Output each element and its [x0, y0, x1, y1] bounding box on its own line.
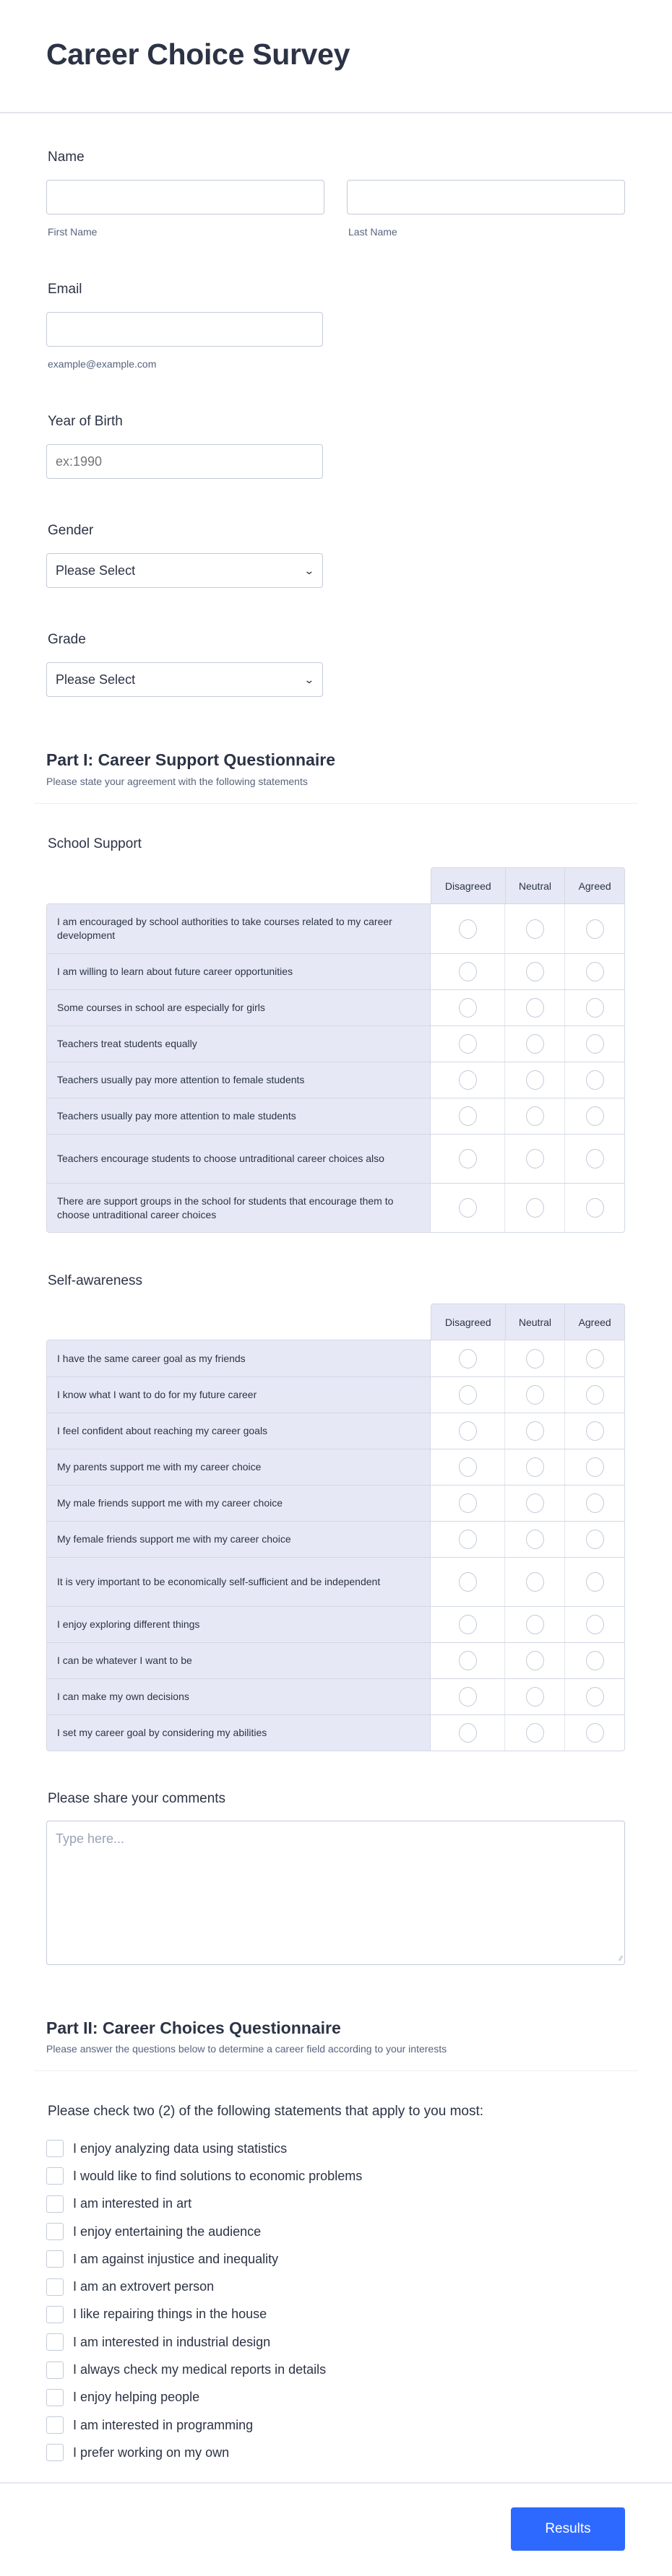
- matrix-row: [47, 1025, 624, 1062]
- matrix-cell: [564, 1522, 624, 1557]
- matrix-body: [46, 903, 625, 1233]
- radio-disagreed[interactable]: [459, 998, 477, 1018]
- radio-neutral[interactable]: [526, 1070, 544, 1090]
- checkbox-option[interactable]: [46, 2328, 362, 2356]
- matrix-cell: [504, 1413, 564, 1449]
- radio-neutral[interactable]: [526, 1385, 544, 1405]
- radio-disagreed[interactable]: [459, 1070, 477, 1090]
- matrix-cell: [504, 990, 564, 1025]
- matrix-row-label: Some courses in school are especially for girls: [47, 990, 431, 1025]
- gender-label: Gender: [48, 523, 94, 538]
- radio-neutral[interactable]: [526, 1149, 544, 1168]
- matrix-cell: [431, 1522, 504, 1557]
- matrix-row: [47, 1340, 624, 1376]
- part1-subtitle: Please state your agreement with the following statements: [46, 776, 308, 787]
- matrix-row: [47, 1642, 624, 1678]
- radio-disagreed[interactable]: [459, 1349, 477, 1369]
- radio-disagreed[interactable]: [459, 1198, 477, 1218]
- matrix-cell: [564, 904, 624, 953]
- radio-neutral[interactable]: [526, 1572, 544, 1592]
- comments-textarea[interactable]: [46, 1821, 625, 1965]
- radio-neutral[interactable]: [526, 1687, 544, 1707]
- matrix-row-label: Teachers usually pay more attention to male students: [47, 1098, 431, 1134]
- matrix-row: [47, 1485, 624, 1521]
- header-divider: [0, 112, 672, 113]
- radio-agreed[interactable]: [586, 998, 604, 1018]
- matrix-row: [47, 1062, 624, 1098]
- grade-selected-value: Please Select: [56, 672, 136, 687]
- grade-label: Grade: [48, 632, 86, 647]
- matrix-row-label: Teachers encourage students to choose untraditional career choices also: [47, 1135, 431, 1183]
- matrix-cell: [564, 1377, 624, 1413]
- checkbox-option[interactable]: [46, 2411, 362, 2439]
- matrix-row-label: I can be whatever I want to be: [47, 1643, 431, 1678]
- matrix-cell: [431, 1184, 504, 1232]
- checkbox-option[interactable]: [46, 2384, 362, 2411]
- part2-divider: [34, 2070, 638, 2071]
- radio-disagreed[interactable]: [459, 962, 477, 981]
- radio-agreed[interactable]: [586, 1385, 604, 1405]
- checklist-label: Please check two (2) of the following statements that apply to you most:: [48, 2104, 484, 2119]
- part1-title: Part I: Career Support Questionnaire: [46, 750, 336, 769]
- matrix-cell: [431, 1679, 504, 1714]
- radio-neutral[interactable]: [526, 1493, 544, 1513]
- radio-neutral[interactable]: [526, 962, 544, 981]
- email-input[interactable]: [46, 312, 323, 347]
- matrix-row-label: My parents support me with my career choice: [47, 1449, 431, 1485]
- checkbox[interactable]: [46, 2167, 64, 2185]
- matrix-row: [47, 989, 624, 1025]
- matrix-cell: [504, 1643, 564, 1678]
- radio-agreed[interactable]: [586, 962, 604, 981]
- matrix-cell: [564, 1098, 624, 1134]
- radio-disagreed[interactable]: [459, 1421, 477, 1441]
- radio-disagreed[interactable]: [459, 1723, 477, 1743]
- checkbox-label: I like repairing things in the house: [73, 2307, 267, 2322]
- checkbox-option[interactable]: [46, 2301, 362, 2328]
- radio-neutral[interactable]: [526, 1421, 544, 1441]
- checkbox-label: I always check my medical reports in details: [73, 2362, 327, 2377]
- matrix-cell: [504, 1184, 564, 1232]
- checkbox[interactable]: [46, 2333, 64, 2351]
- matrix-cell: [431, 1486, 504, 1521]
- column-header-agreed: Agreed: [564, 868, 624, 903]
- matrix-cell: [431, 904, 504, 953]
- column-header-neutral: Neutral: [505, 1304, 565, 1340]
- matrix-row: [47, 1413, 624, 1449]
- checkbox-label: I am against injustice and inequality: [73, 2251, 279, 2266]
- last-name-input[interactable]: [347, 180, 625, 214]
- matrix-row: [47, 1606, 624, 1642]
- radio-neutral[interactable]: [526, 1651, 544, 1670]
- radio-disagreed[interactable]: [459, 919, 477, 939]
- checkbox[interactable]: [46, 2250, 64, 2268]
- school-support-title: School Support: [48, 836, 142, 851]
- radio-agreed[interactable]: [586, 1493, 604, 1513]
- radio-agreed[interactable]: [586, 1421, 604, 1441]
- matrix-cell: [431, 1643, 504, 1678]
- matrix-row: [47, 1714, 624, 1751]
- comments-label: Please share your comments: [48, 1791, 226, 1806]
- radio-agreed[interactable]: [586, 1349, 604, 1369]
- radio-agreed[interactable]: [586, 1198, 604, 1218]
- matrix-cell: [504, 1522, 564, 1557]
- matrix-row-label: I am encouraged by school authorities to take courses related to my career development: [47, 904, 431, 953]
- radio-agreed[interactable]: [586, 919, 604, 939]
- matrix-cell: [431, 1377, 504, 1413]
- radio-disagreed[interactable]: [459, 1530, 477, 1549]
- radio-agreed[interactable]: [586, 1106, 604, 1126]
- radio-agreed[interactable]: [586, 1070, 604, 1090]
- checkbox-label: I would like to find solutions to economic problems: [73, 2168, 363, 2183]
- matrix-cell: [431, 1413, 504, 1449]
- radio-disagreed[interactable]: [459, 1651, 477, 1670]
- chevron-down-icon: ⌄: [303, 673, 315, 685]
- part1-divider: [34, 803, 638, 804]
- matrix-cell: [504, 1377, 564, 1413]
- matrix-cell: [564, 1184, 624, 1232]
- first-name-sublabel: First Name: [48, 226, 98, 238]
- matrix-row: [47, 1376, 624, 1413]
- checkbox[interactable]: [46, 2444, 64, 2461]
- checkbox[interactable]: [46, 2306, 64, 2323]
- matrix-cell: [504, 1026, 564, 1062]
- email-sublabel: example@example.com: [48, 358, 157, 370]
- gender-selected-value: Please Select: [56, 563, 136, 578]
- matrix-cell: [504, 1486, 564, 1521]
- matrix-row-label: I can make my own decisions: [47, 1679, 431, 1714]
- matrix-cell: [504, 1062, 564, 1098]
- matrix-cell: [564, 1607, 624, 1642]
- radio-agreed[interactable]: [586, 1457, 604, 1477]
- column-header-disagreed: Disagreed: [444, 1316, 491, 1328]
- matrix-row-label: Teachers treat students equally: [47, 1026, 431, 1062]
- checkbox-option[interactable]: [46, 2162, 362, 2190]
- matrix-cell: [431, 1340, 504, 1376]
- radio-neutral[interactable]: [526, 1530, 544, 1549]
- radio-agreed[interactable]: [586, 1723, 604, 1743]
- last-name-sublabel: Last Name: [348, 226, 397, 238]
- matrix-row-label: There are support groups in the school for students that encourage them to choose untraditional career choices: [47, 1184, 431, 1232]
- checkbox-option[interactable]: [46, 2135, 362, 2162]
- self-awareness-matrix: [46, 1304, 625, 1751]
- gender-select[interactable]: [46, 553, 323, 588]
- matrix-cell: [564, 954, 624, 989]
- radio-disagreed[interactable]: [459, 1615, 477, 1634]
- chevron-down-icon: ⌄: [303, 564, 315, 576]
- matrix-row-label: I enjoy exploring different things: [47, 1607, 431, 1642]
- checkbox-label: I prefer working on my own: [73, 2445, 230, 2460]
- radio-disagreed[interactable]: [459, 1034, 477, 1054]
- radio-neutral[interactable]: [526, 1198, 544, 1218]
- matrix-row: [47, 1183, 624, 1232]
- matrix-header: [431, 1304, 625, 1340]
- matrix-cell: [564, 1062, 624, 1098]
- radio-neutral[interactable]: [526, 919, 544, 939]
- checkbox-label: I am interested in industrial design: [73, 2334, 271, 2349]
- checkbox-option[interactable]: [46, 2356, 362, 2383]
- radio-neutral[interactable]: [526, 1034, 544, 1054]
- matrix-row: [47, 1557, 624, 1606]
- radio-disagreed[interactable]: [459, 1106, 477, 1126]
- checkbox[interactable]: [46, 2140, 64, 2157]
- radio-disagreed[interactable]: [459, 1457, 477, 1477]
- matrix-row: [47, 1134, 624, 1183]
- matrix-row-label: I know what I want to do for my future career: [47, 1377, 431, 1413]
- radio-agreed[interactable]: [586, 1530, 604, 1549]
- footer-divider: [0, 2482, 672, 2484]
- radio-disagreed[interactable]: [459, 1149, 477, 1168]
- matrix-cell: [504, 1607, 564, 1642]
- matrix-cell: [564, 1679, 624, 1714]
- radio-disagreed[interactable]: [459, 1572, 477, 1592]
- matrix-cell: [564, 1449, 624, 1485]
- matrix-row: [47, 1521, 624, 1557]
- radio-neutral[interactable]: [526, 1723, 544, 1743]
- matrix-cell: [564, 1643, 624, 1678]
- matrix-row-label: Teachers usually pay more attention to female students: [47, 1062, 431, 1098]
- matrix-cell: [431, 1098, 504, 1134]
- radio-neutral[interactable]: [526, 1106, 544, 1126]
- radio-agreed[interactable]: [586, 1572, 604, 1592]
- checklist-options: [46, 2135, 362, 2467]
- matrix-cell: [564, 1486, 624, 1521]
- part2-title: Part II: Career Choices Questionnaire: [46, 2018, 341, 2037]
- column-header-agreed: Agreed: [564, 1304, 624, 1340]
- column-header-neutral: Neutral: [505, 868, 565, 903]
- matrix-cell: [431, 1449, 504, 1485]
- page-title: Career Choice Survey: [46, 38, 350, 71]
- checkbox-option[interactable]: [46, 2190, 362, 2218]
- radio-agreed[interactable]: [586, 1034, 604, 1054]
- matrix-row: [47, 1098, 624, 1134]
- radio-neutral[interactable]: [526, 1349, 544, 1369]
- checkbox-option[interactable]: [46, 2218, 362, 2245]
- radio-agreed[interactable]: [586, 1687, 604, 1707]
- matrix-cell: [564, 1340, 624, 1376]
- checkbox[interactable]: [46, 2362, 64, 2379]
- matrix-cell: [564, 1135, 624, 1183]
- matrix-row-label: I feel confident about reaching my career goals: [47, 1413, 431, 1449]
- resize-grip-icon[interactable]: ∕∕: [619, 1955, 622, 1963]
- matrix-cell: [564, 1413, 624, 1449]
- birth-year-input[interactable]: [46, 444, 323, 479]
- checkbox-label: I enjoy analyzing data using statistics: [73, 2141, 288, 2156]
- matrix-row: [47, 904, 624, 953]
- matrix-cell: [431, 1062, 504, 1098]
- radio-agreed[interactable]: [586, 1149, 604, 1168]
- comments-placeholder: Type here...: [56, 1831, 125, 1846]
- matrix-row-label: I have the same career goal as my friends: [47, 1340, 431, 1376]
- matrix-cell: [431, 954, 504, 989]
- matrix-row-label: I am willing to learn about future career opportunities: [47, 954, 431, 989]
- checkbox[interactable]: [46, 2389, 64, 2406]
- self-awareness-title: Self-awareness: [48, 1273, 142, 1288]
- matrix-cell: [431, 1558, 504, 1606]
- email-label: Email: [48, 282, 82, 297]
- checkbox-option[interactable]: [46, 2439, 362, 2466]
- radio-agreed[interactable]: [586, 1615, 604, 1634]
- matrix-cell: [504, 1449, 564, 1485]
- birth-year-label: Year of Birth: [48, 414, 123, 429]
- checkbox-label: I am interested in art: [73, 2196, 192, 2211]
- checkbox-label: I enjoy entertaining the audience: [73, 2224, 262, 2239]
- checkbox-label: I enjoy helping people: [73, 2390, 200, 2405]
- matrix-cell: [504, 1715, 564, 1751]
- matrix-row: [47, 1678, 624, 1714]
- matrix-cell: [431, 1715, 504, 1751]
- matrix-cell: [564, 1558, 624, 1606]
- matrix-cell: [504, 954, 564, 989]
- matrix-cell: [564, 990, 624, 1025]
- checkbox[interactable]: [46, 2278, 64, 2296]
- matrix-row-label: My female friends support me with my career choice: [47, 1522, 431, 1557]
- matrix-cell: [564, 1026, 624, 1062]
- checkbox[interactable]: [46, 2195, 64, 2213]
- matrix-body: [46, 1340, 625, 1751]
- matrix-row-label: My male friends support me with my career choice: [47, 1486, 431, 1521]
- matrix-cell: [504, 1679, 564, 1714]
- checkbox-option[interactable]: [46, 2245, 362, 2273]
- matrix-cell: [504, 1340, 564, 1376]
- matrix-cell: [504, 904, 564, 953]
- matrix-cell: [504, 1135, 564, 1183]
- radio-agreed[interactable]: [586, 1651, 604, 1670]
- matrix-row-label: It is very important to be economically self-sufficient and be independent: [47, 1558, 431, 1606]
- radio-disagreed[interactable]: [459, 1385, 477, 1405]
- matrix-header: [431, 867, 625, 903]
- grade-select[interactable]: [46, 662, 323, 697]
- matrix-row: [47, 953, 624, 989]
- part2-subtitle: Please answer the questions below to determine a career field according to your interests: [46, 2043, 447, 2055]
- radio-neutral[interactable]: [526, 1615, 544, 1634]
- checkbox[interactable]: [46, 2416, 64, 2434]
- matrix-cell: [431, 990, 504, 1025]
- checkbox-label: I am interested in programming: [73, 2417, 254, 2432]
- checkbox-option[interactable]: [46, 2273, 362, 2300]
- matrix-cell: [431, 1607, 504, 1642]
- radio-disagreed[interactable]: [459, 1687, 477, 1707]
- column-header-disagreed: Disagreed: [444, 880, 491, 892]
- matrix-cell: [431, 1026, 504, 1062]
- matrix-row: [47, 1449, 624, 1485]
- radio-neutral[interactable]: [526, 1457, 544, 1477]
- school-support-matrix: [46, 867, 625, 1233]
- radio-disagreed[interactable]: [459, 1493, 477, 1513]
- matrix-cell: [564, 1715, 624, 1751]
- checkbox-label: I am an extrovert person: [73, 2279, 215, 2294]
- matrix-row-label: I set my career goal by considering my abilities: [47, 1715, 431, 1751]
- first-name-input[interactable]: [46, 180, 324, 214]
- matrix-cell: [504, 1558, 564, 1606]
- name-label: Name: [48, 149, 85, 165]
- matrix-cell: [431, 1135, 504, 1183]
- checkbox[interactable]: [46, 2223, 64, 2240]
- radio-neutral[interactable]: [526, 998, 544, 1018]
- results-button[interactable]: Results: [511, 2507, 625, 2551]
- matrix-cell: [504, 1098, 564, 1134]
